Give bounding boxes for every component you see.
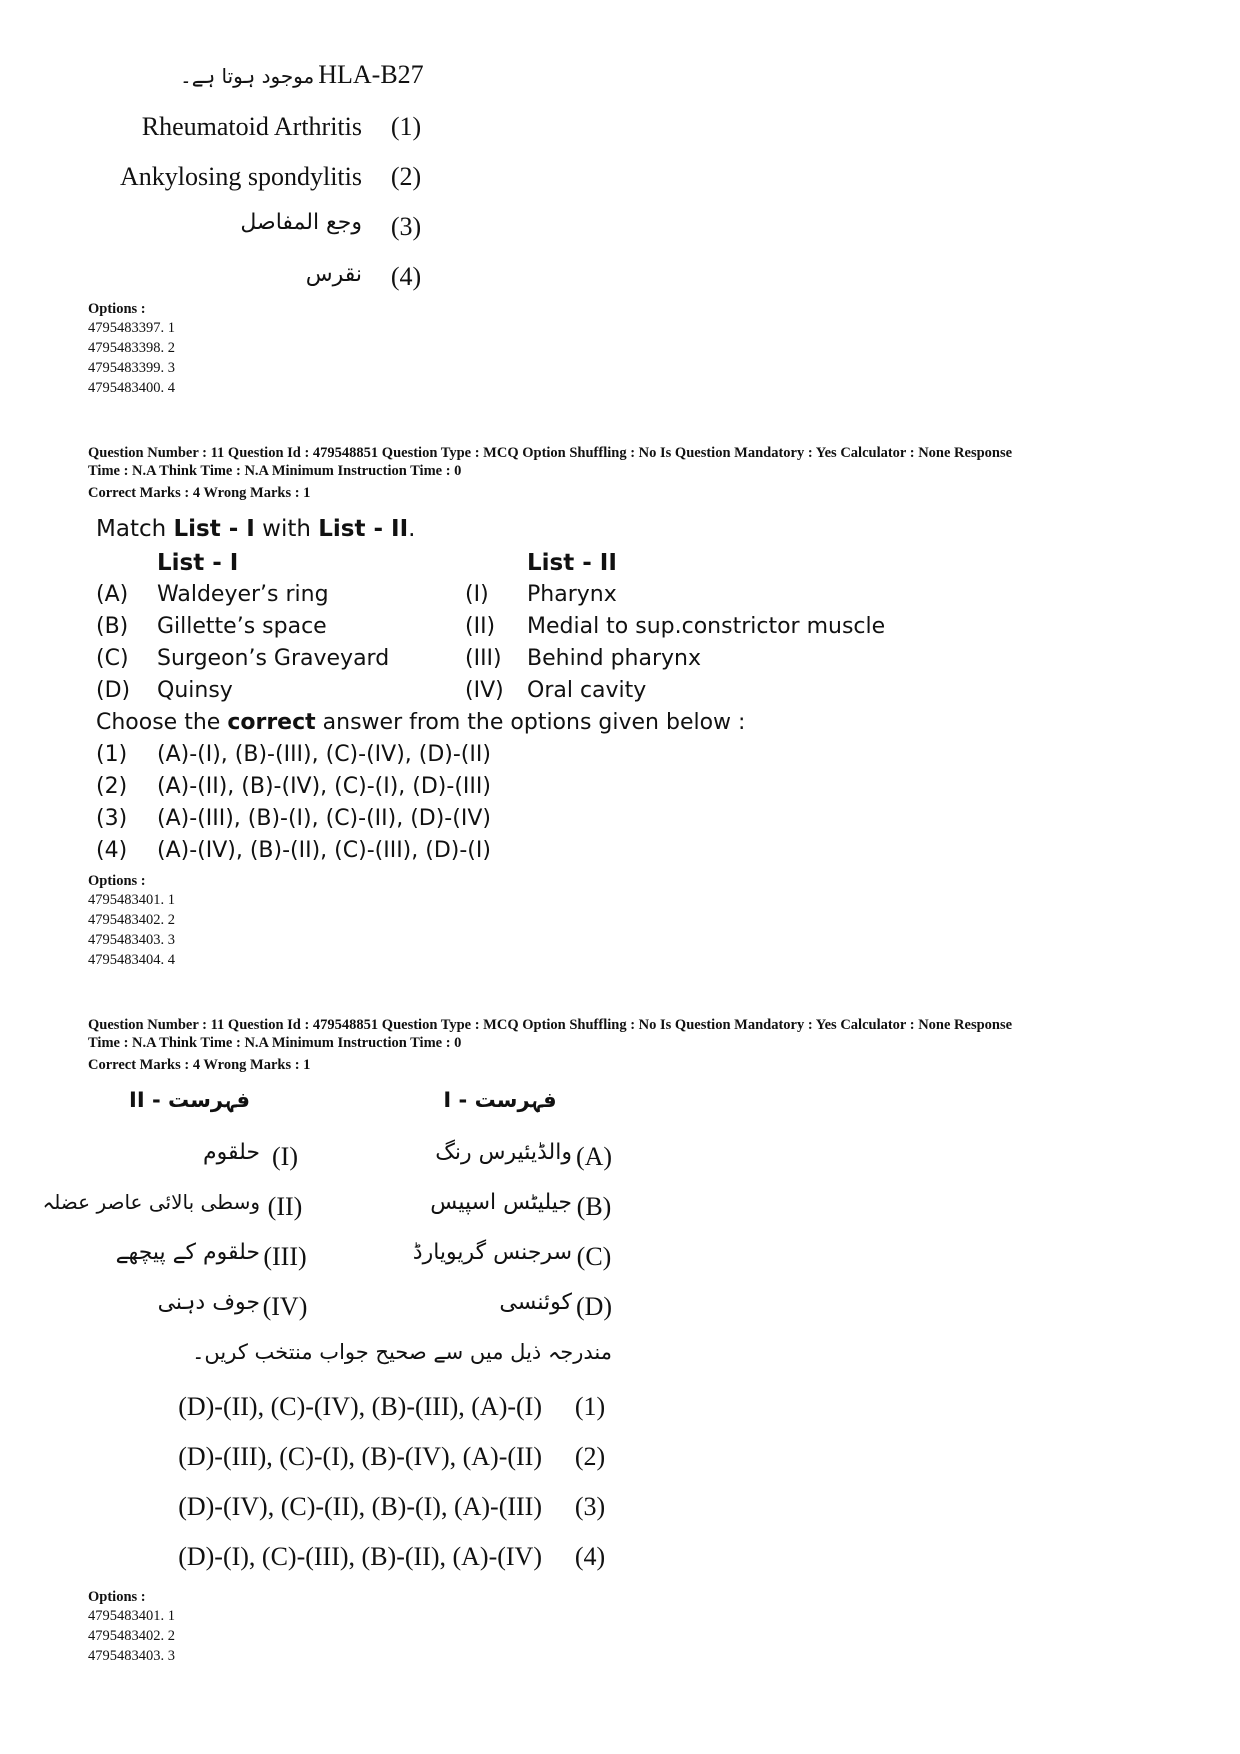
match-intro: [96, 516, 415, 542]
row-letter: (A): [575, 1142, 613, 1171]
marks-line: Correct Marks : 4 Wrong Marks : 1: [88, 485, 311, 501]
row-item: Surgeon’s Graveyard: [157, 646, 390, 671]
choice-text: وجع المفاصل: [240, 210, 362, 235]
answer-number: (4): [96, 838, 128, 863]
row-item: Waldeyer’s ring: [157, 582, 329, 607]
option-item: 4795483403. 3: [88, 1648, 175, 1664]
row-letter: (A): [96, 582, 129, 607]
choice-number: (2): [390, 162, 422, 191]
options-label: Options :: [88, 873, 146, 889]
intro-list-ii: List - II: [318, 516, 409, 542]
intro-text: with: [254, 516, 319, 542]
stem-code: HLA-B27: [318, 60, 424, 89]
choice-text: Rheumatoid Arthritis: [141, 112, 362, 141]
marks-line: Correct Marks : 4 Wrong Marks : 1: [88, 1057, 311, 1073]
option-item: 4795483399. 3: [88, 360, 175, 376]
choice-text: نقرس: [305, 262, 362, 287]
row-match: Oral cavity: [527, 678, 647, 703]
meta-line-1: Question Number : 11 Question Id : 479548851 Question Type : MCQ Option Shuffling : No Is Question Mandatory : Yes Calculator : None Response: [88, 445, 1013, 461]
option-item: 4795483402. 2: [88, 912, 175, 928]
choose-text: Choose the: [96, 710, 228, 735]
list-ii-header: List - II: [527, 550, 617, 576]
prev-options: [88, 300, 175, 398]
row-numeral: (II): [267, 1192, 303, 1221]
intro-text: .: [408, 516, 416, 542]
choose-instruction: [96, 710, 745, 735]
row-letter: (D): [96, 678, 131, 703]
choice-number: (4): [390, 262, 422, 291]
ur-list-i-header: فہرست - I: [443, 1088, 557, 1112]
row-item: جیلیٹس اسپیس: [430, 1190, 572, 1215]
answer-text: (A)-(I), (B)-(III), (C)-(IV), (D)-(II): [157, 742, 491, 767]
prev-question-stem: [180, 60, 424, 90]
option-item: 4795483403. 3: [88, 932, 175, 948]
row-numeral: (I): [465, 582, 489, 607]
intro-text: Match: [96, 516, 174, 542]
answer-text: (A)-(III), (B)-(I), (C)-(II), (D)-(IV): [157, 806, 491, 831]
answer-text: (D)-(I), (C)-(III), (B)-(II), (A)-(IV): [178, 1542, 542, 1571]
choice-number: (1): [390, 112, 422, 141]
row-letter: (B): [96, 614, 129, 639]
row-numeral: (III): [263, 1242, 307, 1271]
en-options: [88, 872, 175, 970]
row-item: کوئنسی: [499, 1290, 572, 1315]
row-item: سرجنس گریویارڈ: [412, 1240, 572, 1265]
row-letter: (D): [575, 1292, 613, 1321]
option-item: 4795483401. 1: [88, 892, 175, 908]
ur-list-ii-header: فہرست - II: [129, 1088, 250, 1112]
answer-number: (3): [96, 806, 128, 831]
row-letter: (C): [576, 1242, 612, 1271]
meta-line-2: Time : N.A Think Time : N.A Minimum Instruction Time : 0: [88, 1035, 462, 1051]
options-label: Options :: [88, 301, 146, 317]
answer-number: (1): [96, 742, 128, 767]
option-item: 4795483401. 1: [88, 1608, 175, 1624]
list-i-header: List - I: [157, 550, 239, 576]
question-en-meta: [88, 444, 1012, 502]
row-match: Medial to sup.constrictor muscle: [527, 614, 886, 639]
meta-line-2: Time : N.A Think Time : N.A Minimum Instruction Time : 0: [88, 463, 462, 479]
choose-text: answer from the options given below :: [315, 710, 746, 735]
row-match: Behind pharynx: [527, 646, 702, 671]
answer-number: (4): [574, 1542, 606, 1571]
ur-choose-instruction: مندرجہ ذیل میں سے صحیح جواب منتخب کریں۔: [192, 1340, 612, 1364]
option-item: 4795483400. 4: [88, 380, 175, 396]
meta-line-1: Question Number : 11 Question Id : 479548851 Question Type : MCQ Option Shuffling : No Is Question Mandatory : Yes Calculator : None Response: [88, 1017, 1013, 1033]
row-numeral: (IV): [465, 678, 504, 703]
options-label: Options :: [88, 1589, 146, 1605]
row-match: Pharynx: [527, 582, 617, 607]
row-match: وسطی بالائی عاصر عضلہ: [42, 1190, 260, 1214]
row-item: والڈیئیرس رنگ: [435, 1140, 572, 1165]
option-item: 4795483404. 4: [88, 952, 175, 968]
answer-text: (D)-(IV), (C)-(II), (B)-(I), (A)-(III): [178, 1492, 542, 1521]
intro-list-i: List - I: [173, 516, 255, 542]
ur-options: [88, 1588, 175, 1666]
row-numeral: (I): [272, 1142, 298, 1171]
answer-text: (D)-(II), (C)-(IV), (B)-(III), (A)-(I): [178, 1392, 542, 1421]
choice-text: Ankylosing spondylitis: [120, 162, 362, 191]
answer-number: (2): [574, 1442, 606, 1471]
row-numeral: (IV): [262, 1292, 308, 1321]
option-item: 4795483397. 1: [88, 320, 175, 336]
question-ur-meta: [88, 1016, 1012, 1074]
row-letter: (B): [576, 1192, 612, 1221]
choose-bold: correct: [227, 710, 316, 735]
answer-text: (A)-(II), (B)-(IV), (C)-(I), (D)-(III): [157, 774, 491, 799]
answer-text: (A)-(IV), (B)-(II), (C)-(III), (D)-(I): [157, 838, 491, 863]
row-item: Gillette’s space: [157, 614, 327, 639]
answer-number: (1): [574, 1392, 606, 1421]
row-item: Quinsy: [157, 678, 233, 703]
option-item: 4795483398. 2: [88, 340, 175, 356]
answer-text: (D)-(III), (C)-(I), (B)-(IV), (A)-(II): [178, 1442, 542, 1471]
row-numeral: (II): [465, 614, 496, 639]
row-letter: (C): [96, 646, 129, 671]
answer-number: (3): [574, 1492, 606, 1521]
stem-urdu: موجود ہوتا ہے۔: [180, 64, 315, 88]
row-match: حلقوم کے پیچھے: [115, 1240, 260, 1265]
row-match: جوف دہنی: [157, 1290, 260, 1315]
row-match: حلقوم: [203, 1140, 260, 1165]
row-numeral: (III): [465, 646, 502, 671]
answer-number: (2): [96, 774, 128, 799]
choice-number: (3): [390, 212, 422, 241]
option-item: 4795483402. 2: [88, 1628, 175, 1644]
